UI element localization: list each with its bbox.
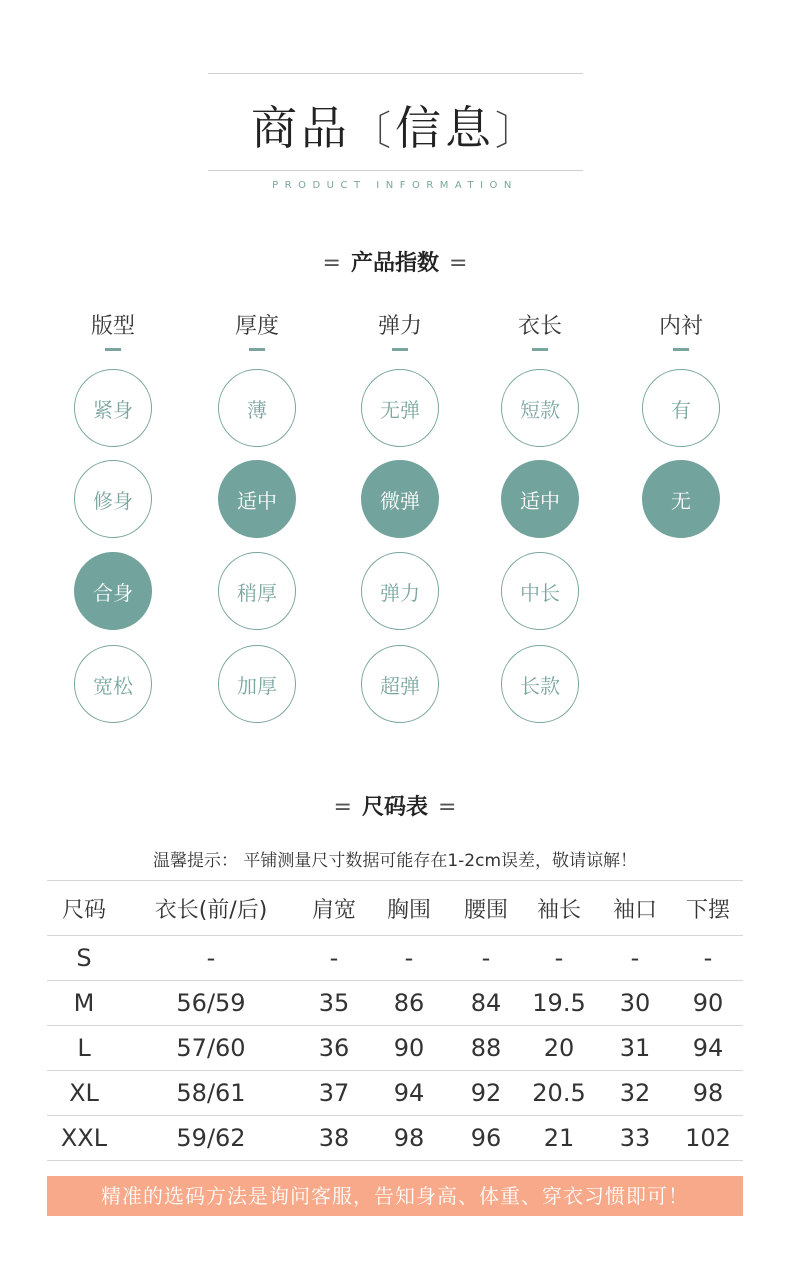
table-cell: 37 [301, 1071, 367, 1116]
option-circle-selected: 无 [642, 460, 720, 538]
table-cell: 38 [301, 1116, 367, 1161]
header-cell: 胸围 [367, 881, 451, 936]
option-circle-selected: 微弹 [361, 460, 439, 538]
index-column-lining [641, 312, 721, 351]
column-underline [249, 348, 265, 351]
table-cell: - [121, 936, 301, 981]
table-row [47, 1026, 743, 1071]
table-cell: 90 [367, 1026, 451, 1071]
size-chart-heading-text: 尺码表 [361, 795, 428, 820]
index-column-thickness [217, 312, 297, 351]
size-table [47, 880, 743, 1161]
table-cell: 31 [597, 1026, 673, 1071]
column-title: 厚度 [234, 314, 279, 339]
table-cell: 56/59 [121, 981, 301, 1026]
title-info: 信息 [395, 101, 495, 155]
option-circle: 有 [642, 369, 720, 447]
header-rule-top [208, 73, 583, 74]
column-title: 内衬 [658, 314, 703, 339]
option-circle-selected: 合身 [74, 552, 152, 630]
table-row [47, 981, 743, 1026]
page-subtitle: PRODUCT INFORMATION [272, 180, 518, 191]
header-cell: 衣长(前/后) [121, 881, 301, 936]
table-cell: - [451, 936, 521, 981]
column-underline [673, 348, 689, 351]
title-main: 商品 [251, 101, 351, 155]
bracket-left: 〔 [351, 108, 395, 154]
table-cell: 59/62 [121, 1116, 301, 1161]
header-cell: 下摆 [673, 881, 743, 936]
table-cell: 98 [673, 1071, 743, 1116]
table-cell: L [47, 1026, 121, 1071]
product-index-heading-text: 产品指数 [350, 251, 439, 276]
table-cell: 20 [521, 1026, 597, 1071]
option-circle: 长款 [501, 645, 579, 723]
column-title: 衣长 [517, 314, 562, 339]
table-row [47, 1116, 743, 1161]
table-cell: 21 [521, 1116, 597, 1161]
option-circle: 中长 [501, 552, 579, 630]
table-cell: - [301, 936, 367, 981]
option-circle: 无弹 [361, 369, 439, 447]
table-cell: XL [47, 1071, 121, 1116]
table-header-row [47, 881, 743, 936]
index-column-length [500, 312, 580, 351]
option-circle: 稍厚 [218, 552, 296, 630]
option-circle-selected: 适中 [218, 460, 296, 538]
table-cell: 88 [451, 1026, 521, 1071]
table-cell: - [673, 936, 743, 981]
option-circle: 薄 [218, 369, 296, 447]
table-cell: 84 [451, 981, 521, 1026]
measurement-tip: 温馨提示： 平铺测量尺寸数据可能存在1-2cm误差，敬请谅解！ [152, 851, 638, 871]
heading-eq-right: = [449, 251, 468, 276]
bracket-right: 〕 [495, 108, 539, 154]
table-row [47, 1071, 743, 1116]
table-cell: 96 [451, 1116, 521, 1161]
heading-eq-right: = [438, 795, 457, 820]
header-cell: 尺码 [47, 881, 121, 936]
table-row [47, 936, 743, 981]
table-cell: 98 [367, 1116, 451, 1161]
table-cell: 19.5 [521, 981, 597, 1026]
table-cell: - [597, 936, 673, 981]
column-underline [392, 348, 408, 351]
table-cell: - [367, 936, 451, 981]
table-cell: 35 [301, 981, 367, 1026]
table-cell: 102 [673, 1116, 743, 1161]
heading-eq-left: = [333, 795, 352, 820]
table-cell: S [47, 936, 121, 981]
index-column-fit [73, 312, 153, 351]
table-cell: 86 [367, 981, 451, 1026]
column-title: 弹力 [377, 314, 422, 339]
option-circle: 宽松 [74, 645, 152, 723]
table-cell: 57/60 [121, 1026, 301, 1071]
option-circle: 修身 [74, 460, 152, 538]
header-cell: 袖口 [597, 881, 673, 936]
table-cell: 33 [597, 1116, 673, 1161]
option-circle: 超弹 [361, 645, 439, 723]
table-cell: 94 [367, 1071, 451, 1116]
table-cell: 90 [673, 981, 743, 1026]
option-circle: 短款 [501, 369, 579, 447]
option-circle: 弹力 [361, 552, 439, 630]
product-index-heading [0, 246, 790, 277]
option-circle-selected: 适中 [501, 460, 579, 538]
column-title: 版型 [90, 314, 135, 339]
sizing-advice-banner: 精准的选码方法是询问客服，告知身高、体重、穿衣习惯即可！ [47, 1176, 743, 1216]
table-cell: - [521, 936, 597, 981]
table-cell: 58/61 [121, 1071, 301, 1116]
table-cell: XXL [47, 1116, 121, 1161]
option-circle: 加厚 [218, 645, 296, 723]
table-cell: 36 [301, 1026, 367, 1071]
option-circle: 紧身 [74, 369, 152, 447]
index-column-elasticity [360, 312, 440, 351]
table-cell: 94 [673, 1026, 743, 1071]
table-cell: 92 [451, 1071, 521, 1116]
column-underline [532, 348, 548, 351]
table-cell: 30 [597, 981, 673, 1026]
column-underline [105, 348, 121, 351]
table-cell: 20.5 [521, 1071, 597, 1116]
header-cell: 袖长 [521, 881, 597, 936]
table-cell: 32 [597, 1071, 673, 1116]
heading-eq-left: = [322, 251, 341, 276]
header-cell: 腰围 [451, 881, 521, 936]
page-title [0, 92, 790, 158]
header-cell: 肩宽 [301, 881, 367, 936]
table-cell: M [47, 981, 121, 1026]
header-rule-bottom [208, 170, 583, 171]
size-chart-heading [0, 790, 790, 821]
